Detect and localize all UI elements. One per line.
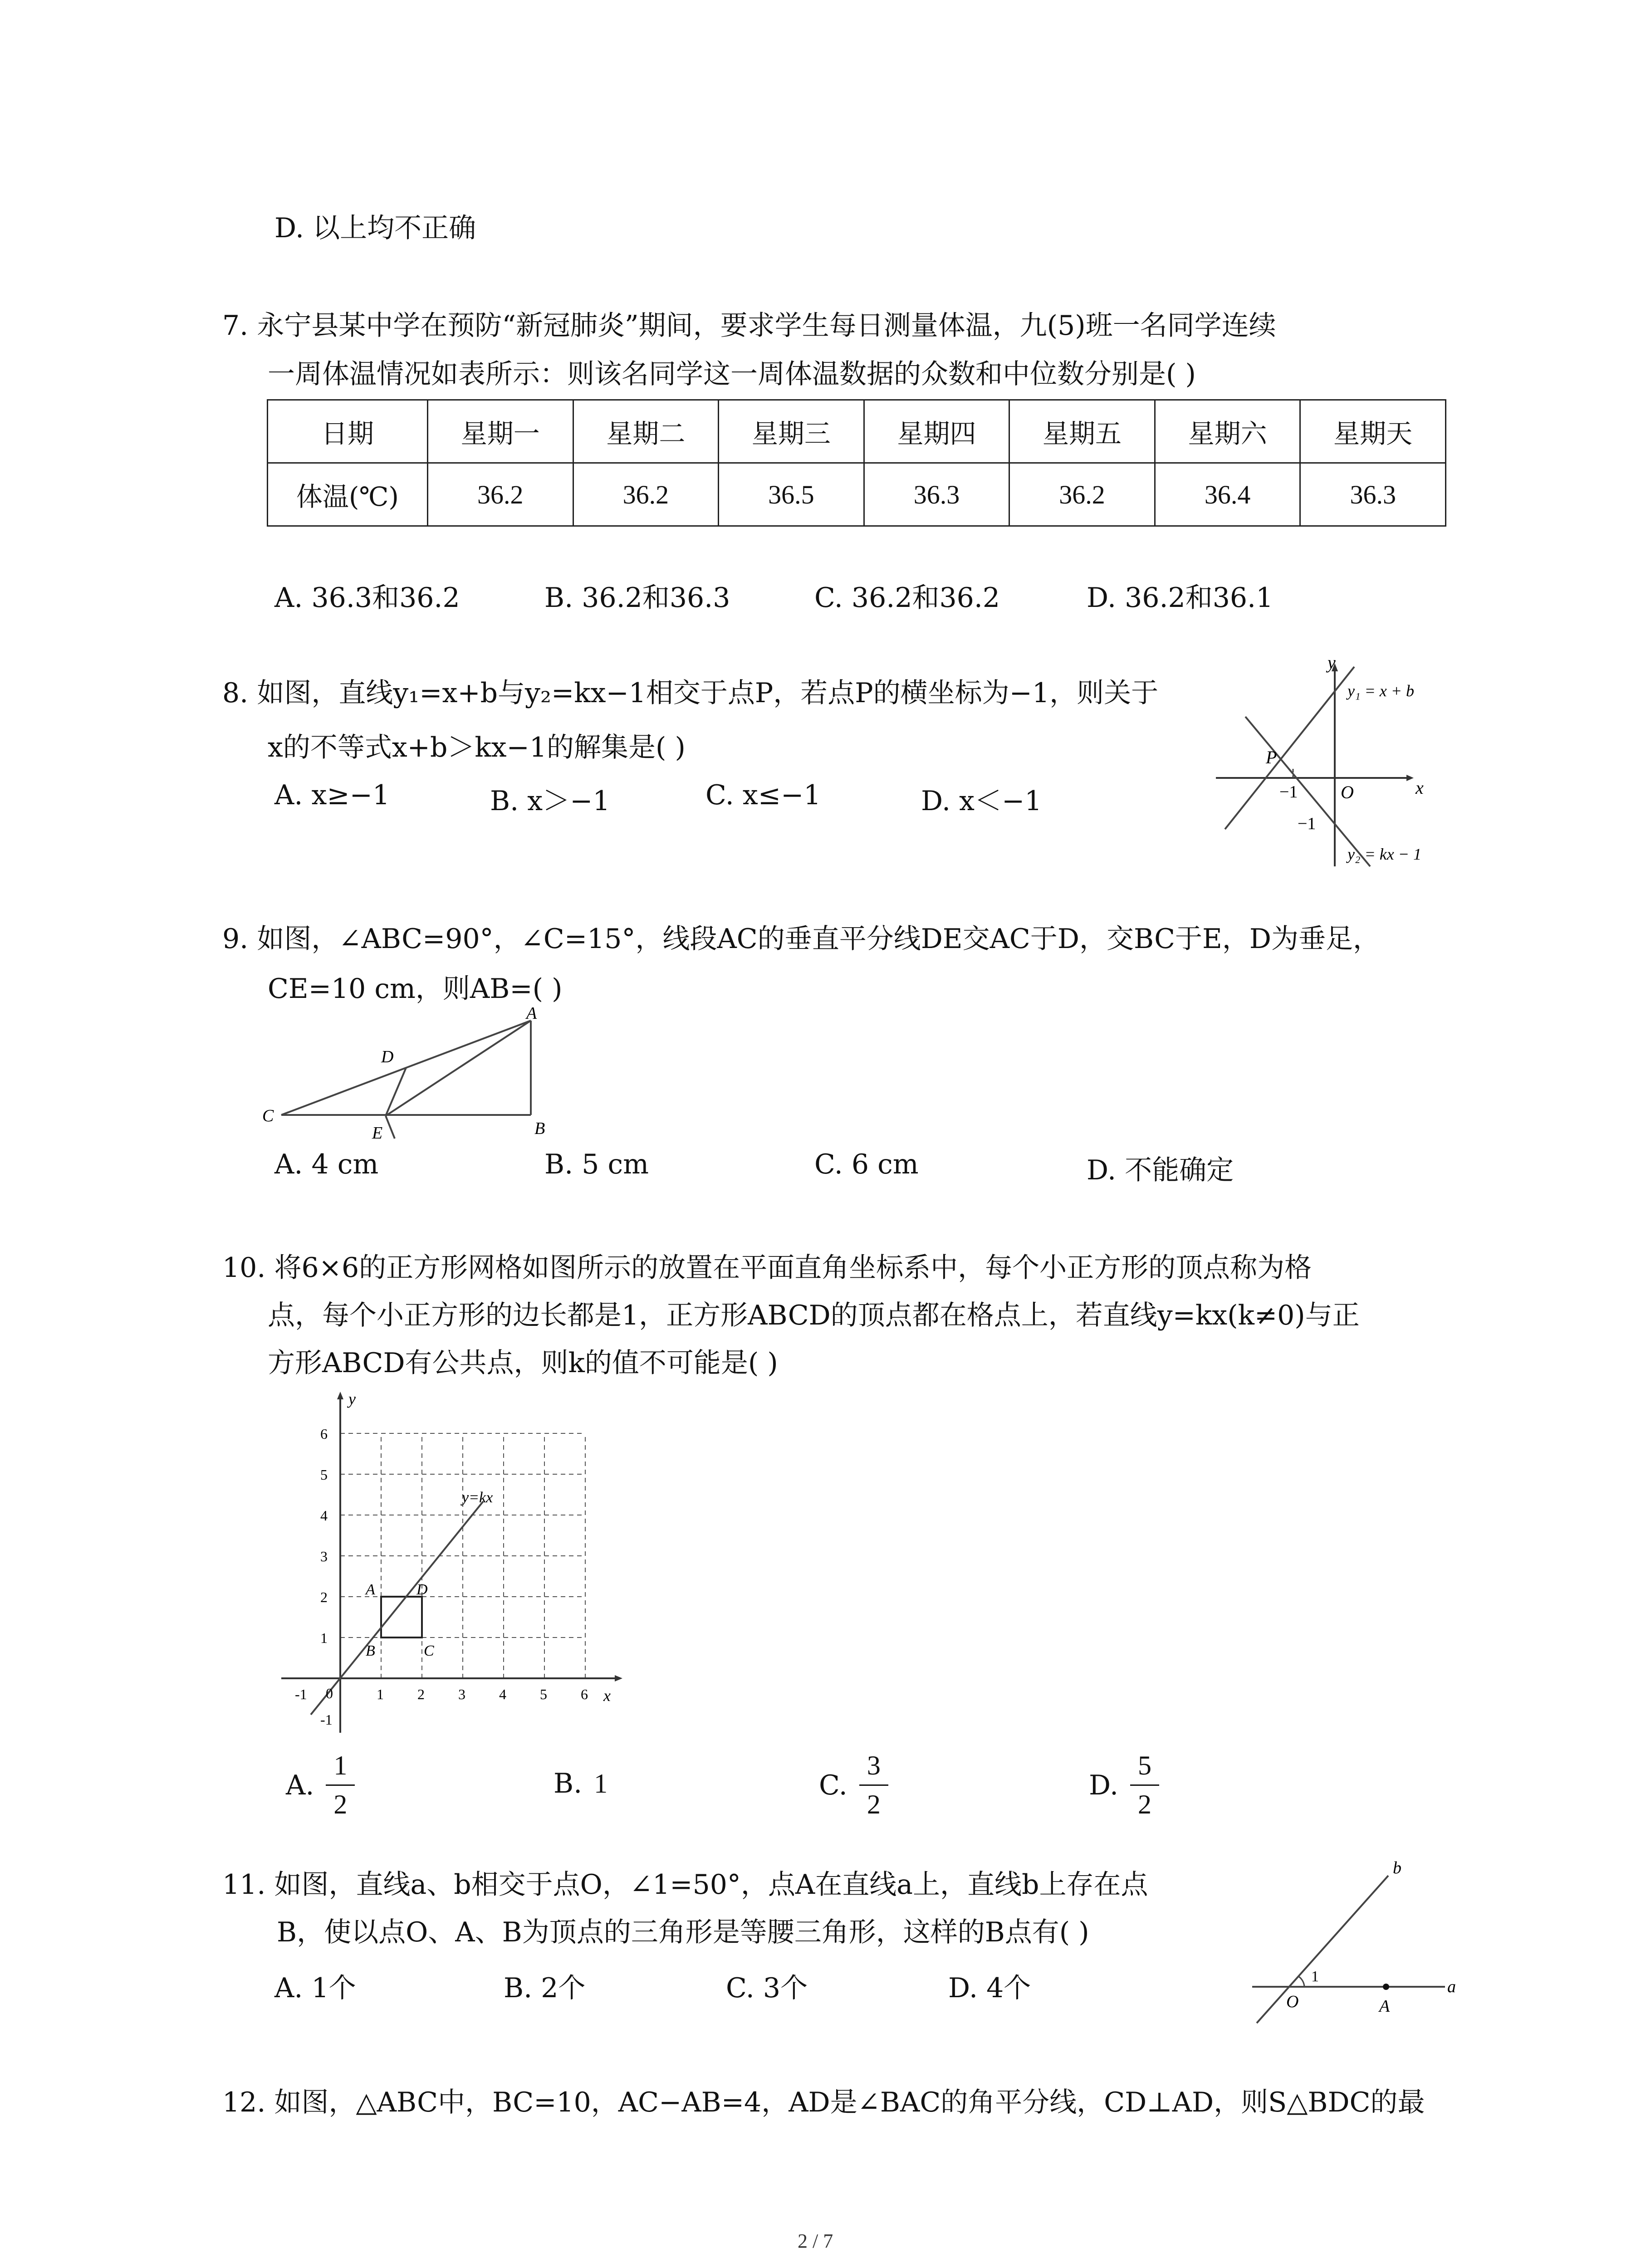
angle-1-label: 1 [1311,1968,1319,1985]
numerator: 1 [333,1750,348,1780]
line-a-label: a [1447,1977,1456,1996]
x-tick-label: 6 [581,1686,588,1702]
option-letter: C. [819,1769,847,1801]
x-axis-label: x [1416,777,1424,798]
y-tick-label: 5 [320,1466,328,1483]
point-d-label: D [381,1047,394,1066]
table-cell: 星期天 [1300,400,1446,463]
q7-text-line1: 7. 永宁县某中学在预防“新冠肺炎”期间，要求学生每日测量体温，九(5)班一名同学连续 [222,310,1276,342]
q11-option-b: B. 2个 [504,1972,586,2004]
table-cell: 36.4 [1155,463,1300,526]
q8-option-c: C. x≤−1 [705,779,821,811]
y-tick-label: 4 [320,1507,328,1524]
point-o-label: O [1286,1992,1299,2011]
option-letter: B. [554,1768,583,1799]
y-tick-label: 1 [320,1630,328,1646]
q9-option-c: C. 6 cm [814,1149,919,1180]
q6-option-d: D. 以上均不正确 [274,212,476,244]
q10-option-b [554,1749,607,1818]
q10-text-line1: 10. 将6×6的正方形网格如图所示的放置在平面直角坐标系中，每个小正方形的顶点称为格 [222,1252,1312,1284]
table-row [268,463,1446,526]
table-cell: 星期一 [428,400,573,463]
table-cell: 36.3 [864,463,1009,526]
q9-text-line1: 9. 如图，∠ABC=90°，∠C=15°，线段AC的垂直平分线DE交AC于D，交BC于E，D为垂足， [222,923,1380,955]
table-cell: 日期 [268,400,428,463]
table-cell: 星期三 [719,400,864,463]
y-axis-arrow [337,1392,343,1399]
point-b-label: B [366,1642,375,1659]
table-cell: 星期四 [864,400,1009,463]
table-header-row [268,400,1446,463]
fraction-bar [1130,1784,1159,1786]
y-axis-label: y [348,1390,356,1408]
y-tick-label: -1 [320,1711,333,1728]
line-label: y=kx [462,1489,493,1506]
option-letter: A. [286,1769,314,1801]
temperature-table [267,399,1446,527]
line-y2-label: y₂ = kx − 1 [1347,845,1422,863]
q9-text-line2: CE=10 cm，则AB=( ) [268,973,563,1005]
y-tick-label: 3 [320,1548,328,1564]
x-axis-label: x [603,1686,611,1705]
point-a-label: A [1379,1997,1390,2016]
denominator: 2 [1138,1789,1152,1819]
q12-text-line1: 12. 如图，△ABC中，BC=10，AC−AB=4，AD是∠BAC的角平分线，CD⊥AD，则S△BDC的最 [222,2087,1425,2118]
line-b-label: b [1393,1860,1401,1877]
point-p-label: P [1266,747,1277,767]
fraction-bar [859,1784,888,1786]
q10-text-line3: 方形ABCD有公共点，则k的值不可能是( ) [268,1347,778,1379]
point-a-dot [1383,1984,1389,1990]
table-cell: 36.2 [1009,463,1155,526]
q8-text-line1: 8. 如图，直线y₁=x+b与y₂=kx−1相交于点P，若点P的横坐标为−1，则关于 [222,677,1159,709]
x-tick-label: −1 [1279,782,1298,802]
origin-label: 0 [326,1685,333,1701]
point-d-label: D [416,1581,428,1598]
vertex-b-label: B [534,1119,545,1138]
point-a-label: A [366,1581,375,1598]
q8-option-a: A. x≥−1 [274,779,390,811]
x-tick-label: 2 [417,1686,425,1702]
q7-option-a: A. 36.3和36.2 [274,582,460,614]
q10-text-line2: 点，每个小正方形的边长都是1，正方形ABCD的顶点都在格点上，若直线y=kx(k≠0)与正 [268,1300,1360,1331]
page-number: 2 / 7 [798,2230,833,2252]
origin-label: O [1341,782,1354,802]
x-tick-label: 3 [458,1686,465,1702]
fraction [859,1749,888,1822]
q11-figure [1243,1860,1461,2032]
q11-text-line1: 11. 如图，直线a、b相交于点O，∠1=50°，点A在直线a上，直线b上存在点 [222,1869,1148,1901]
x-tick-label: 1 [377,1686,384,1702]
q8-option-b: B. x＞−1 [490,785,610,817]
point-c-label: C [424,1642,434,1659]
q7-text-line2: 一周体温情况如表所示：则该名同学这一周体温数据的众数和中位数分别是( ) [268,358,1196,390]
q10-option-c [819,1749,888,1822]
q8-text-line2: x的不等式x+b＞kx−1的解集是( ) [268,732,686,763]
y-tick-label: 2 [320,1589,328,1605]
q7-option-d: D. 36.2和36.1 [1087,582,1274,614]
q11-option-c: C. 3个 [726,1972,808,2004]
x-axis-arrow [615,1675,622,1681]
table-cell: 36.5 [719,463,864,526]
q7-option-c: C. 36.2和36.2 [814,582,1000,614]
q9-figure [254,1002,563,1152]
q9-option-d: D. 不能确定 [1087,1154,1234,1186]
y-axis-label: y [1327,653,1336,673]
q9-option-a: A. 4 cm [274,1149,379,1180]
option-letter: D. [1089,1769,1119,1801]
table-cell: 星期六 [1155,400,1300,463]
q10-figure [272,1388,626,1737]
numerator: 3 [867,1750,881,1780]
q11-option-d: D. 4个 [948,1972,1031,2004]
line-y-kx [311,1501,483,1715]
x-tick-label: 5 [540,1686,547,1702]
angle-arc [1298,1976,1304,1987]
point-e-label: E [372,1124,383,1143]
denominator: 2 [867,1789,881,1819]
y-tick-label: 6 [320,1426,328,1442]
q7-option-b: B. 36.2和36.3 [544,582,730,614]
table-cell: 36.3 [1300,463,1446,526]
q10-option-d [1089,1749,1159,1822]
fraction [326,1749,355,1822]
table-cell: 星期五 [1009,400,1155,463]
fraction [1130,1749,1159,1822]
grid [340,1433,585,1678]
q10-option-a [286,1749,355,1822]
option-value: 1 [594,1768,608,1799]
line-y1-label: y₁ = x + b [1347,682,1415,700]
y-tick-label: −1 [1298,814,1316,833]
table-cell: 36.2 [428,463,573,526]
line-b [1257,1876,1388,2023]
q11-option-a: A. 1个 [274,1972,356,2004]
q8-option-d: D. x＜−1 [921,785,1042,817]
numerator: 5 [1138,1750,1152,1780]
q9-option-b: B. 5 cm [544,1149,649,1180]
q11-text-line2: B，使以点O、A、B为顶点的三角形是等腰三角形，这样的B点有( ) [277,1916,1089,1948]
vertex-a-label: A [526,1004,537,1023]
x-axis-arrow [1406,775,1414,781]
x-tick-label: -1 [295,1686,307,1702]
vertex-c-label: C [262,1106,274,1125]
denominator: 2 [333,1789,348,1819]
table-cell: 星期二 [573,400,719,463]
fraction-bar [326,1784,355,1786]
x-tick-label: 4 [499,1686,506,1702]
perpendicular-extension [386,1116,395,1139]
table-cell: 体温(℃) [268,463,428,526]
table-cell: 36.2 [573,463,719,526]
q8-figure [1207,653,1461,880]
